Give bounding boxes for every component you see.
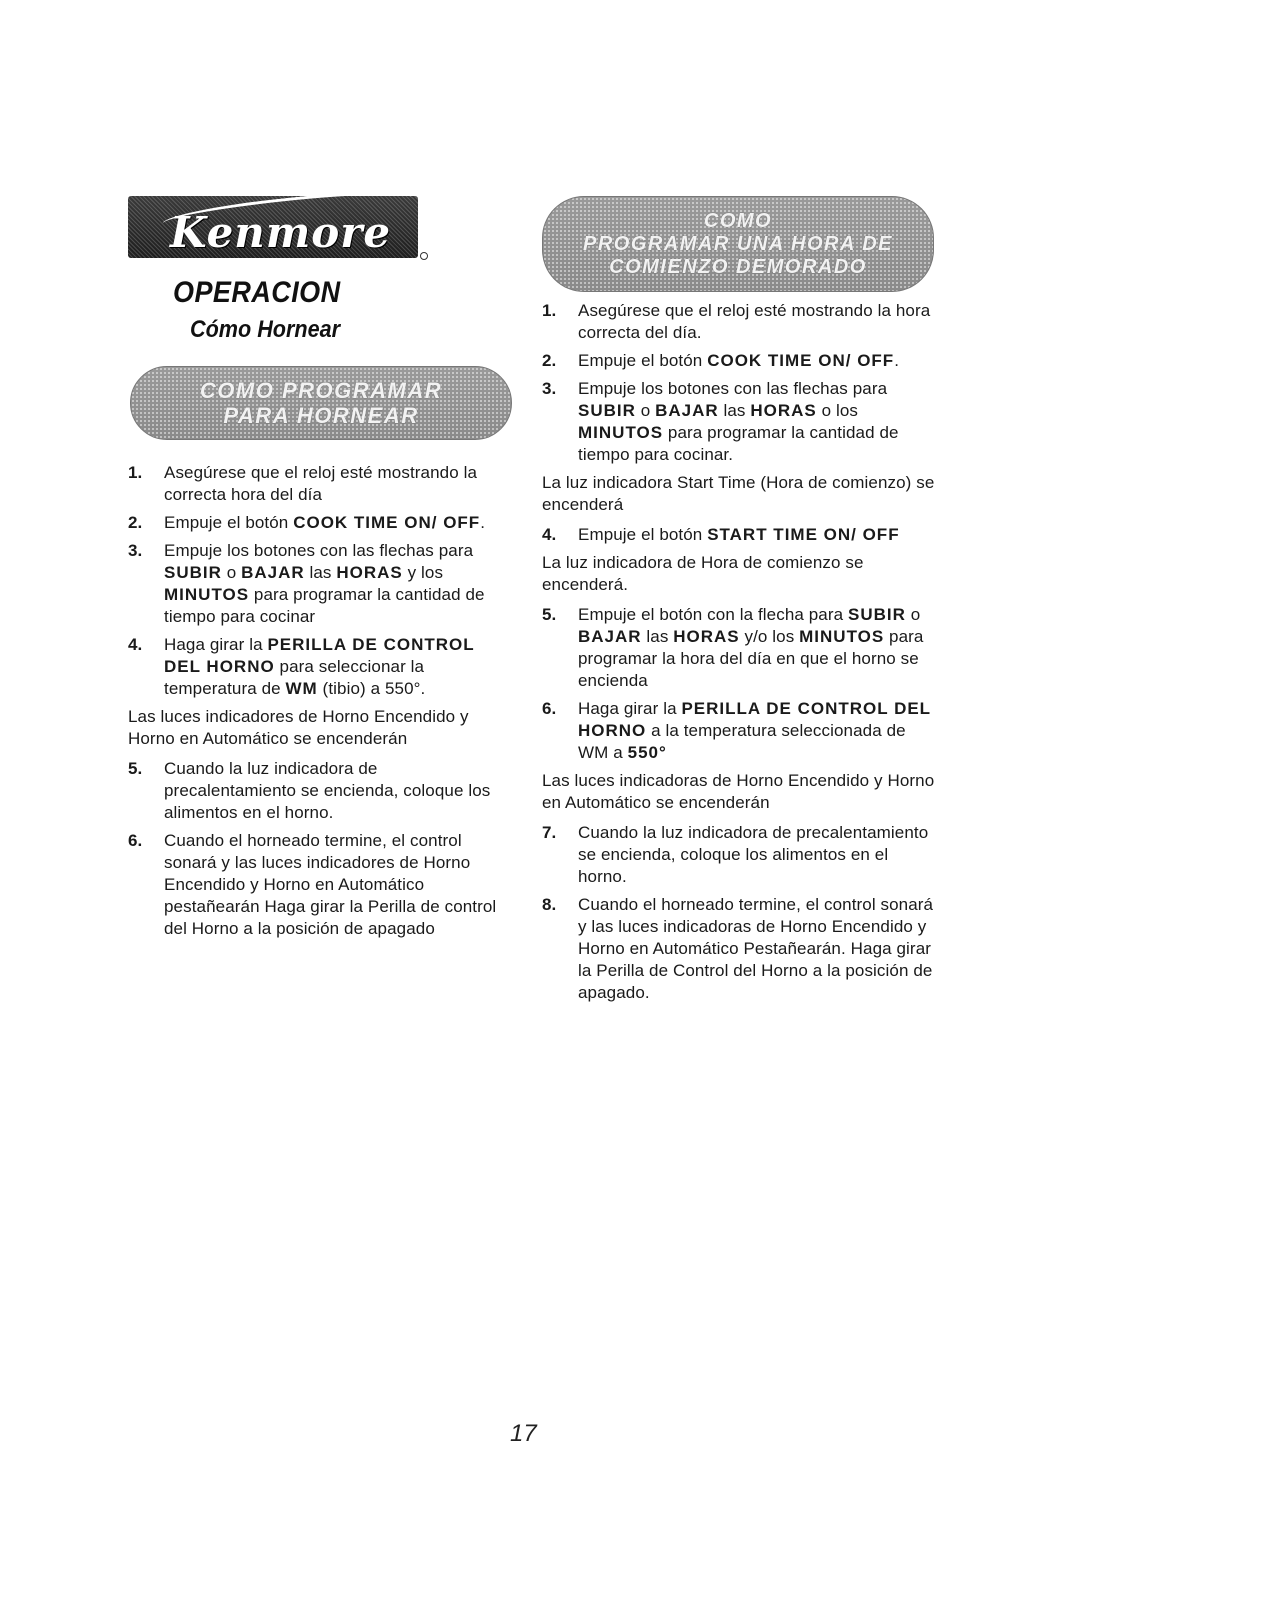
- note-text: La luz indicadora de Hora de comienzo se encenderá.: [542, 553, 864, 594]
- keyword: HORAS: [336, 563, 403, 582]
- keyword: SUBIR: [848, 605, 906, 624]
- step-number: 6.: [128, 831, 143, 850]
- step-text: Empuje los botones con las flechas para SUBIR o BAJAR las HORAS y los MINUTOS para programar la cantidad de tiempo para cocinar: [164, 541, 485, 626]
- step-text: Empuje el botón COOK TIME ON/ OFF.: [164, 513, 486, 532]
- right-steps-list: [542, 300, 940, 1004]
- list-item: [542, 894, 940, 1004]
- step-text: Asegúrese que el reloj esté mostrando la hora correcta del día.: [578, 301, 931, 342]
- step-text: Haga girar la PERILLA DE CONTROL DEL HORNO para seleccionar la temperatura de WM (tibio) a 550°.: [164, 635, 475, 698]
- step-number: 6.: [542, 699, 557, 718]
- keyword: HORAS: [750, 401, 817, 420]
- list-item: [128, 634, 513, 700]
- keyword: COOK TIME ON/ OFF: [707, 351, 895, 370]
- step-text: Haga girar la PERILLA DE CONTROL DEL HORNO a la temperatura seleccionada de WM a 550°: [578, 699, 931, 762]
- step-text: Empuje el botón con la flecha para SUBIR o BAJAR las HORAS y/o los MINUTOS para programar la hora del día en que el horno se encienda: [578, 605, 924, 690]
- list-item: [542, 350, 940, 372]
- step-text: Asegúrese que el reloj esté mostrando la correcta hora del día: [164, 463, 478, 504]
- keyword: MINUTOS: [578, 423, 664, 442]
- step-number: 2.: [542, 351, 557, 370]
- list-item: [542, 300, 940, 344]
- banner-programar-hornear: [130, 366, 512, 440]
- banner-line: COMO: [703, 209, 773, 232]
- banner-line: PROGRAMAR UNA HORA DE: [582, 232, 893, 255]
- step-number: 1.: [128, 463, 143, 482]
- keyword: HORAS: [673, 627, 740, 646]
- step-number: 8.: [542, 895, 557, 914]
- note-text: Las luces indicadoras de Horno Encendido y Horno en Automático se encenderán: [542, 771, 935, 812]
- step-number: 5.: [542, 605, 557, 624]
- keyword: WM: [285, 679, 318, 698]
- keyword: BAJAR: [578, 627, 642, 646]
- step-number: 2.: [128, 513, 143, 532]
- step-number: 4.: [128, 635, 143, 654]
- list-item: [128, 540, 513, 628]
- step-number: 7.: [542, 823, 557, 842]
- page-number: 17: [510, 1420, 537, 1447]
- banner-hora-comienzo-demorado: [542, 196, 934, 292]
- keyword: 550°: [627, 743, 667, 762]
- list-item: [542, 524, 940, 546]
- step-number: 4.: [542, 525, 557, 544]
- note-text: Las luces indicadores de Horno Encendido y Horno en Automático se encenderán: [128, 707, 469, 748]
- keyword: PERILLA DE CONTROL DEL HORNO: [164, 635, 475, 676]
- keyword: SUBIR: [578, 401, 636, 420]
- keyword: MINUTOS: [164, 585, 250, 604]
- banner-line: COMO PROGRAMAR: [199, 377, 443, 403]
- keyword: BAJAR: [241, 563, 305, 582]
- banner-line: COMIENZO DEMORADO: [609, 255, 867, 278]
- step-text: Cuando el horneado termine, el control sonará y las luces indicadoras de Horno Encendido y Horno en Automático Pestañearán. Haga girar la Perilla de Control del Horno a la posición de apagado.: [578, 895, 934, 1002]
- keyword: MINUTOS: [799, 627, 885, 646]
- step-text: Empuje el botón COOK TIME ON/ OFF.: [578, 351, 900, 370]
- step-number: 5.: [128, 759, 143, 778]
- step-text: Empuje el botón START TIME ON/ OFF: [578, 525, 900, 544]
- step-number: 3.: [128, 541, 143, 560]
- step-text: Empuje los botones con las flechas para SUBIR o BAJAR las HORAS o los MINUTOS para programar la cantidad de tiempo para cocinar.: [578, 379, 899, 464]
- logo-text: Kenmore: [170, 208, 392, 257]
- keyword: BAJAR: [655, 401, 719, 420]
- step-number: 3.: [542, 379, 557, 398]
- step-number: 1.: [542, 301, 557, 320]
- step-text: Cuando el horneado termine, el control sonará y las luces indicadores de Horno Encendido y Horno en Automático pestañearán Haga girar la Perilla de control del Horno a la posición de apagado: [164, 831, 497, 938]
- list-item: [542, 604, 940, 692]
- left-steps-list: [128, 462, 513, 940]
- kenmore-logo: [128, 196, 418, 258]
- left-column: [128, 196, 513, 946]
- keyword: COOK TIME ON/ OFF: [293, 513, 481, 532]
- list-item: [128, 512, 513, 534]
- keyword: SUBIR: [164, 563, 222, 582]
- list-item: [128, 462, 513, 506]
- note-text: La luz indicadora Start Time (Hora de comienzo) se encenderá: [542, 473, 935, 514]
- list-item: [128, 830, 513, 940]
- section-title: OPERACION: [173, 276, 341, 309]
- list-item: [542, 822, 940, 888]
- list-item: [128, 758, 513, 824]
- list-item: [542, 378, 940, 466]
- section-subtitle: Cómo Hornear: [190, 316, 341, 343]
- keyword: START TIME ON/ OFF: [707, 525, 900, 544]
- registered-mark-icon: [420, 252, 428, 260]
- list-item: [542, 698, 940, 764]
- step-text: Cuando la luz indicadora de precalentamiento se encienda, coloque los alimentos en el horno.: [578, 823, 929, 886]
- banner-line: PARA HORNEAR: [223, 403, 419, 428]
- right-column: [542, 196, 940, 1010]
- keyword: PERILLA DE CONTROL DEL HORNO: [578, 699, 931, 740]
- step-text: Cuando la luz indicadora de precalentamiento se encienda, coloque los alimentos en el horno.: [164, 759, 491, 822]
